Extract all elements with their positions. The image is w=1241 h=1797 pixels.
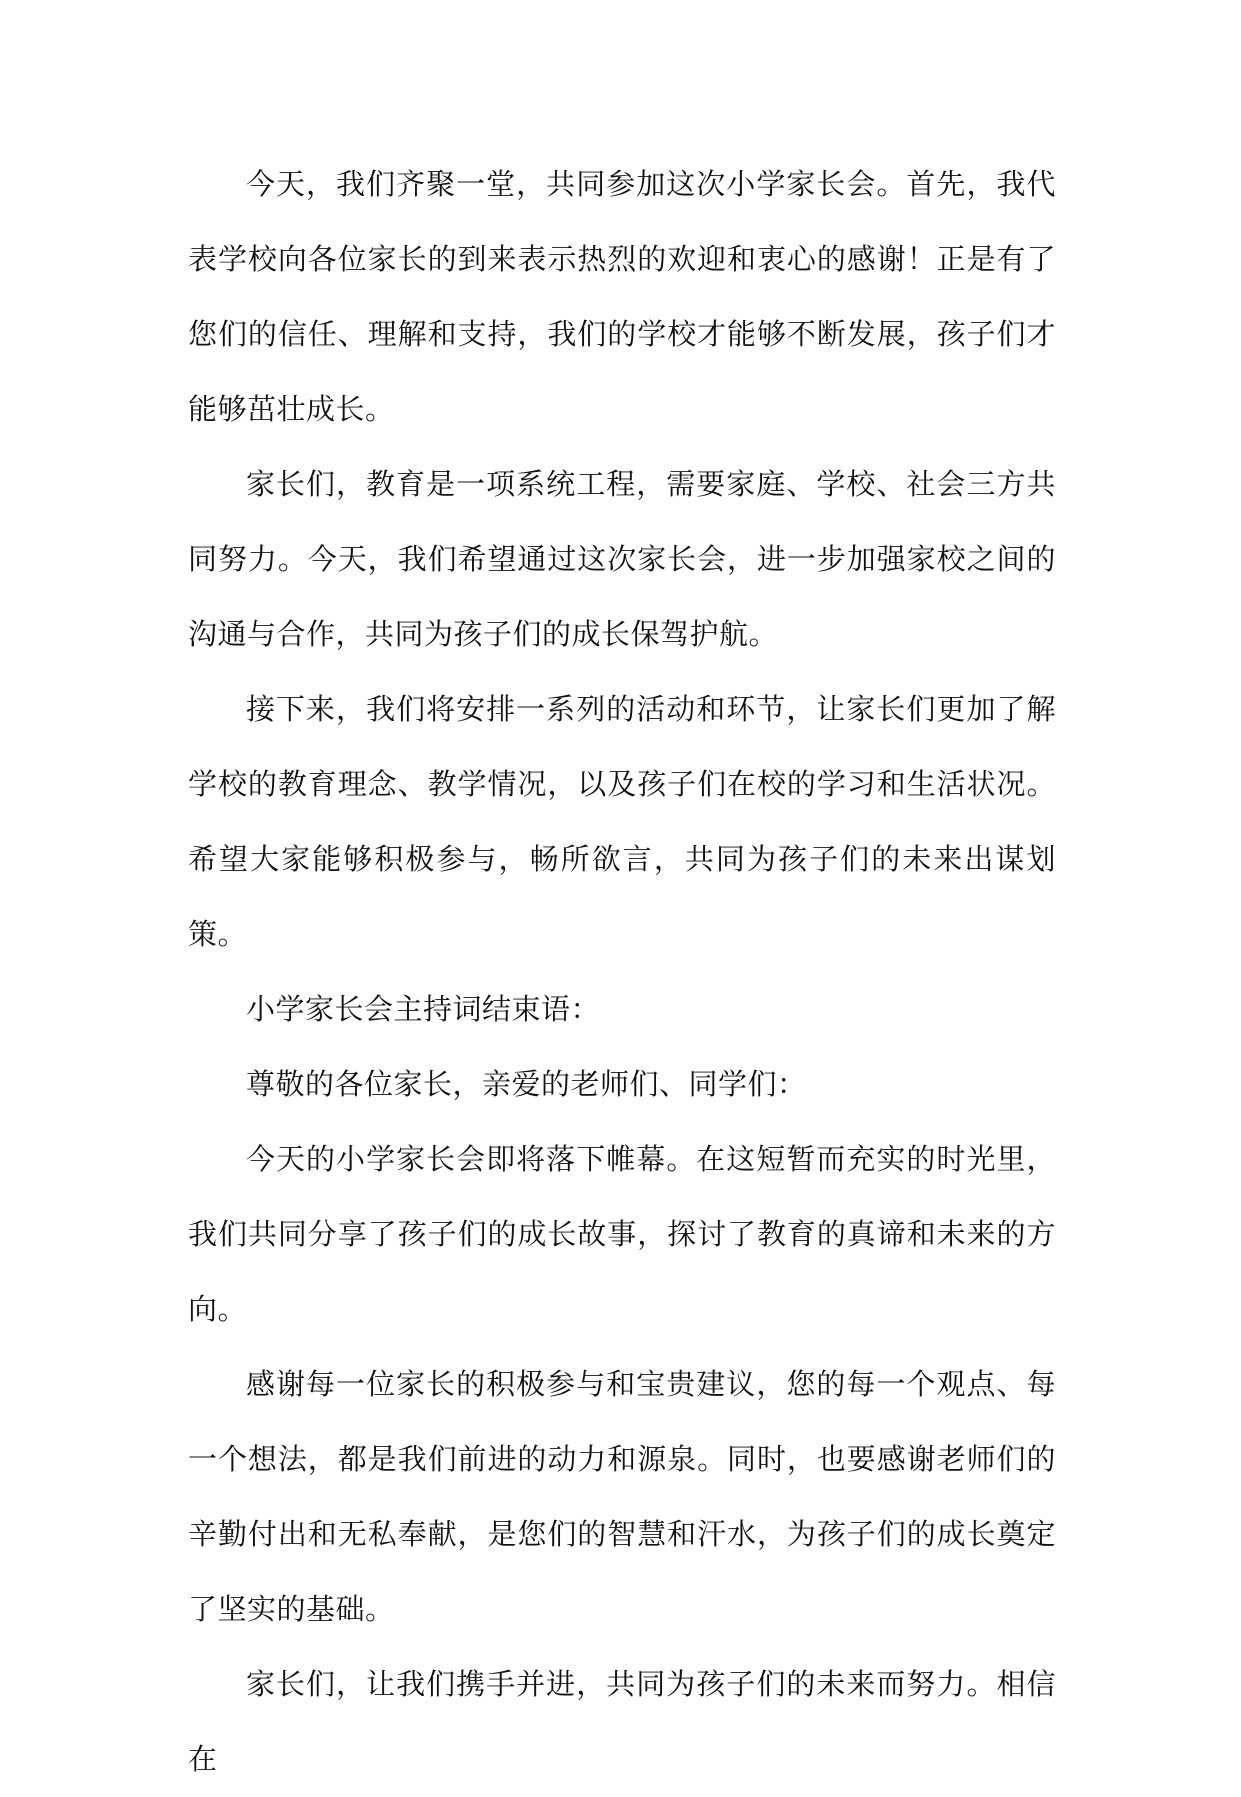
paragraph-6: 今天的小学家长会即将落下帷幕。在这短暂而充实的时光里，我们共同分享了孩子们的成长故事，探讨了教育的真谛和未来的方向。 <box>188 1142 1056 1326</box>
paragraph-8: 家长们，让我们携手并进，共同为孩子们的未来而努力。相信在 <box>188 1667 1056 1776</box>
paragraph-2: 家长们，教育是一项系统工程，需要家庭、学校、社会三方共同努力。今天，我们希望通过这次家长会，进一步加强家校之间的沟通与合作，共同为孩子们的成长保驾护航。 <box>188 467 1056 651</box>
paragraph-7: 感谢每一位家长的积极参与和宝贵建议，您的每一个观点、每一个想法，都是我们前进的动力和源泉。同时，也要感谢老师们的辛勤付出和无私奉献，是您们的智慧和汗水，为孩子们的成长奠定了坚实的基础。 <box>188 1367 1056 1626</box>
document-body <box>188 147 1056 1797</box>
paragraph-salutation: 尊敬的各位家长，亲爱的老师们、同学们： <box>246 1067 807 1101</box>
paragraph-1: 今天，我们齐聚一堂，共同参加这次小学家长会。首先，我代表学校向各位家长的到来表示热烈的欢迎和衷心的感谢！正是有了您们的信任、理解和支持，我们的学校才能够不断发展，孩子们才能够茁壮成长。 <box>188 167 1056 426</box>
paragraph-closing-heading: 小学家长会主持词结束语： <box>246 992 601 1026</box>
paragraph-3: 接下来，我们将安排一系列的活动和环节，让家长们更加了解学校的教育理念、教学情况，以及孩子们在校的学习和生活状况。希望大家能够积极参与，畅所欲言，共同为孩子们的未来出谋划策。 <box>188 692 1056 951</box>
